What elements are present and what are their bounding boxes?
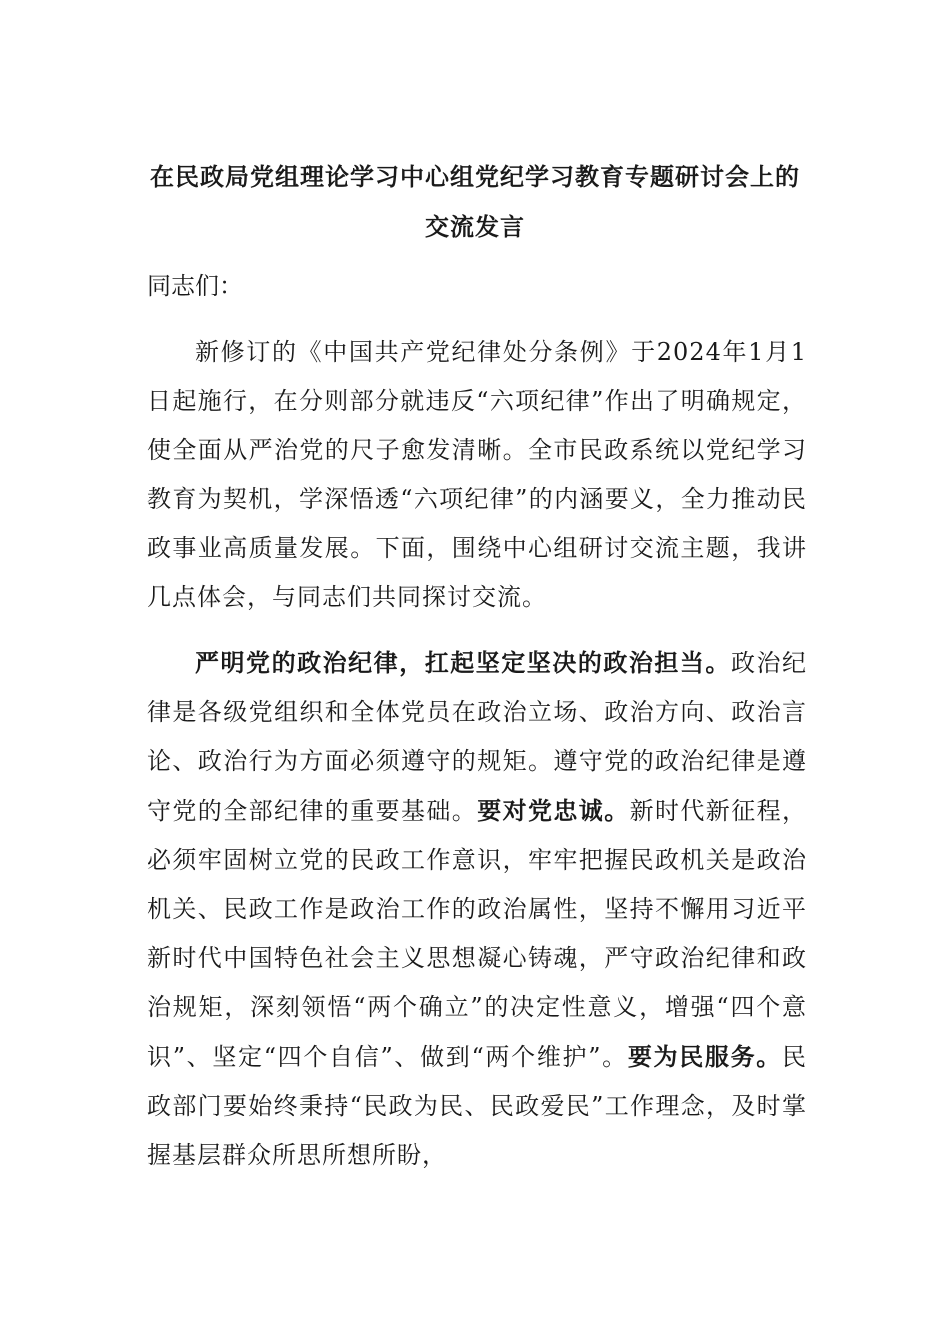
paragraph-intro: 新修订的《中国共产党纪律处分条例》于2024年1月1日起施行，在分则部分就违反“六项纪律”作出了明确规定，使全面从严治党的尺子愈发清晰。全市民政系统以党纪学习教育为契机，学深悟透“六项纪律”的内涵要义，全力推动民政事业高质量发展。下面，围绕中心组研讨交流主题，我讲几点体会，与同志们共同探讨交流。 bbox=[147, 338, 807, 611]
sub-heading-loyalty: 要对党忠诚。 bbox=[477, 796, 630, 825]
salutation: 同志们： bbox=[147, 272, 243, 300]
sub-heading-serve-people: 要为民服务。 bbox=[627, 1042, 783, 1071]
section-heading: 严明党的政治纪律，扛起坚定坚决的政治担当。 bbox=[195, 648, 731, 677]
body-text: 民政部门要始终秉持“民政为民、民政爱民”工作理念，及时掌握基层群众所思所想所盼， bbox=[147, 1043, 808, 1169]
paragraph-political-discipline bbox=[147, 638, 807, 1180]
body-text: 政治纪律是各级党组织和全体党员在政治立场、政治方向、政治言论、政治行为方面必须遵守的规矩。遵守党的政治纪律是遵守党的全部纪律的重要基础。 bbox=[147, 649, 808, 825]
body-text: 新时代新征程，必须牢固树立党的民政工作意识，牢牢把握民政机关是政治机关、民政工作是政治工作的政治属性，坚持不懈用习近平新时代中国特色社会主义思想凝心铸魂，严守政治纪律和政治规矩，深刻领悟“两个确立”的决定性意义，增强“四个意识”、坚定“四个自信”、做到“两个维护”。 bbox=[147, 797, 808, 1071]
document-title: 在民政局党组理论学习中心组党纪学习教育专题研讨会上的交流发言 bbox=[150, 162, 800, 241]
